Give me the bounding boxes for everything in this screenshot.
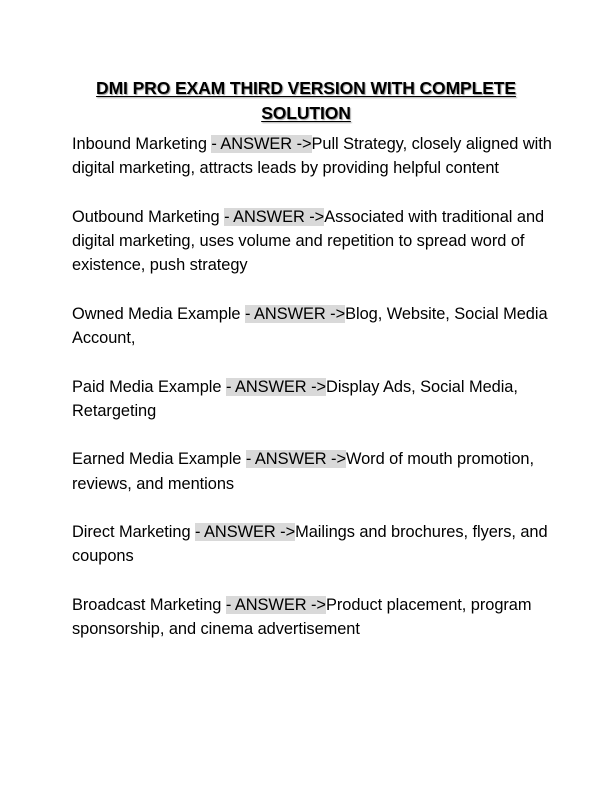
qa-item-broadcast-marketing: [72, 593, 552, 641]
qa-term: Earned Media Example: [72, 450, 246, 469]
qa-item-direct-marketing: [72, 520, 552, 568]
qa-item-inbound-marketing: [72, 132, 552, 180]
answer-separator: - ANSWER ->: [195, 523, 296, 542]
answer-separator: - ANSWER ->: [211, 135, 312, 153]
qa-answer: Word of mouth promotion, reviews, and mentions: [72, 450, 534, 493]
qa-item-earned-media: [72, 447, 552, 495]
qa-item-owned-media: [72, 302, 552, 350]
document-title: DMI PRO EXAM THIRD VERSION WITH COMPLETE SOLUTION: [96, 78, 516, 123]
answer-separator: - ANSWER ->: [224, 207, 325, 226]
qa-answer: Product placement, program sponsorship, and cinema advertisement: [72, 595, 532, 639]
answer-separator: - ANSWER ->: [245, 304, 346, 323]
qa-term: Broadcast Marketing: [72, 595, 226, 614]
qa-answer: Display Ads, Social Media, Retargeting: [72, 377, 518, 420]
qa-term: Owned Media Example: [72, 304, 246, 323]
answer-separator: - ANSWER ->: [225, 377, 327, 396]
qa-term: Outbound Marketing: [72, 207, 225, 226]
qa-term: Inbound Marketing: [72, 135, 212, 153]
qa-term: Direct Marketing: [72, 523, 196, 542]
qa-answer: Blog, Website, Social Media Account,: [72, 304, 548, 347]
qa-answer: Associated with traditional and digital marketing, uses volume and repetition to spread word of existence, push strategy: [72, 207, 545, 275]
qa-item-outbound-marketing: [72, 205, 552, 278]
qa-item-paid-media: [72, 375, 552, 423]
qa-term: Paid Media Example: [72, 377, 226, 396]
qa-answer: Pull Strategy, closely aligned with digital marketing, attracts leads by providing helpful content: [72, 135, 552, 178]
qa-list: [72, 132, 552, 666]
answer-separator: - ANSWER ->: [225, 595, 326, 614]
qa-answer: Mailings and brochures, flyers, and coupons: [72, 523, 548, 566]
answer-separator: - ANSWER ->: [245, 450, 346, 469]
